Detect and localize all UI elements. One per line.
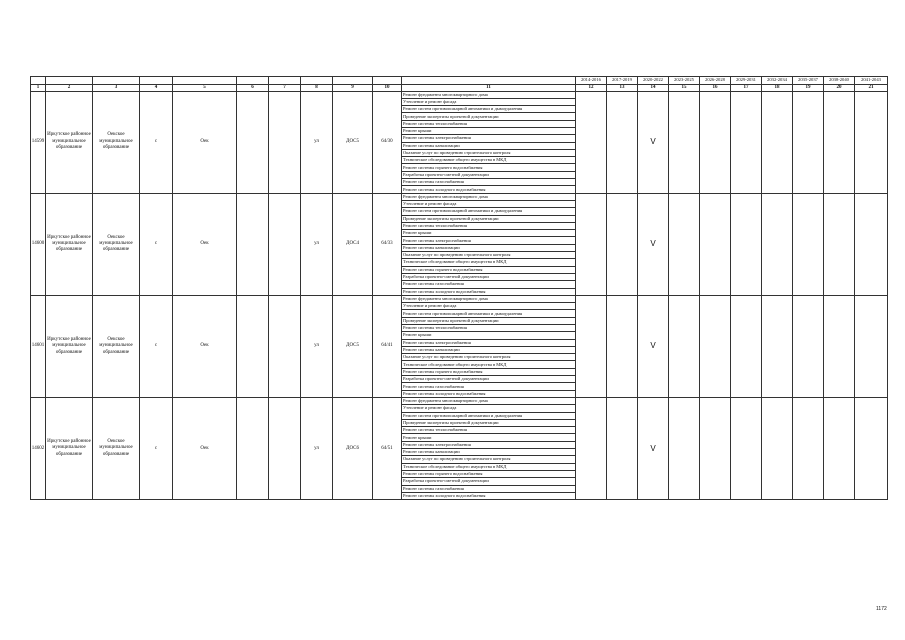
period-cell [607,295,638,397]
work-item: Разработка проектно-сметной документации [402,478,576,485]
house-number: 64/33 [373,193,402,295]
period-cell [576,91,607,193]
work-item: Разработка проектно-сметной документации [402,376,576,383]
period-cell [731,295,762,397]
work-item: Ремонт системы холодного водоснабжения [402,390,576,397]
blank-cell [269,77,301,85]
blank-cell [237,77,269,85]
empty-cell [269,295,301,397]
work-item: Ремонт системы электроснабжения [402,135,576,142]
work-item: Ремонт системы холодного водоснабжения [402,288,576,295]
blank-cell [93,77,140,85]
work-item: Техническое обследование общего имущества в МКД [402,463,576,470]
work-item: Проведение экспертизы проектной документации [402,215,576,222]
period-cell [731,397,762,499]
house-number: 64/41 [373,295,402,397]
record-id: 14601 [31,295,46,397]
settlement-type: с [140,397,173,499]
street-type: ул [301,397,333,499]
period-cell [824,397,855,499]
work-item: Разработка проектно-сметной документации [402,171,576,178]
work-item: Ремонт системы холодного водоснабжения [402,492,576,499]
blank-cell [301,77,333,85]
empty-cell [237,91,269,193]
period-cell [700,91,731,193]
empty-cell [237,295,269,397]
period-cell [762,295,793,397]
period-cell [855,295,888,397]
street-type: ул [301,193,333,295]
settlement-type: с [140,193,173,295]
column-number: 19 [793,84,824,91]
street-name: ДОС5 [333,295,373,397]
column-number: 14 [638,84,669,91]
empty-cell [237,193,269,295]
column-number: 2 [46,84,93,91]
column-number: 20 [824,84,855,91]
column-number-row [31,84,888,91]
period-header: 2023-2025 [669,77,700,85]
street-type: ул [301,295,333,397]
capital-repair-table [30,76,888,500]
period-cell [669,397,700,499]
work-item: Проведение экспертизы проектной документации [402,419,576,426]
work-item: Ремонт фундамента многоквартирного дома [402,91,576,98]
column-number: 15 [669,84,700,91]
table-row [31,91,888,98]
period-cell [731,91,762,193]
period-cell [669,91,700,193]
work-item: Оказание услуг по проведению строительного контроля [402,252,576,259]
empty-cell [237,397,269,499]
work-item: Ремонт системы газоснабжения [402,485,576,492]
work-item: Техническое обследование общего имущества в МКД [402,157,576,164]
table-row [31,295,888,302]
work-item: Ремонт крыши [402,434,576,441]
work-item: Утепление и ремонт фасада [402,200,576,207]
work-item: Ремонт системы канализации [402,244,576,251]
work-item: Ремонт фундамента многоквартирного дома [402,295,576,302]
period-cell [762,91,793,193]
period-cell [607,193,638,295]
record-id: 14602 [31,397,46,499]
column-number: 4 [140,84,173,91]
period-header: 2020-2022 [638,77,669,85]
work-item: Ремонт крыши [402,230,576,237]
period-cell [793,193,824,295]
column-number: 16 [700,84,731,91]
municipality-name: Оекское муниципальное образование [93,397,140,499]
street-type: ул [301,91,333,193]
period-cell [855,193,888,295]
period-header-row [31,77,888,85]
page-number: 1172 [876,606,887,612]
work-item: Ремонт системы электроснабжения [402,441,576,448]
work-item: Ремонт системы канализации [402,142,576,149]
table-row [31,193,888,200]
period-header: 2014-2016 [576,77,607,85]
period-cell [607,397,638,499]
table-row [31,397,888,404]
period-cell [762,397,793,499]
column-number: 7 [269,84,301,91]
work-item: Ремонт системы электроснабжения [402,237,576,244]
period-header: 2026-2028 [700,77,731,85]
empty-cell [269,91,301,193]
work-item: Ремонт крыши [402,332,576,339]
period-cell [607,91,638,193]
record-id: 14600 [31,193,46,295]
period-header: 2032-2034 [762,77,793,85]
period-mark: V [638,295,669,397]
empty-cell [269,397,301,499]
period-header: 2038-2040 [824,77,855,85]
column-number: 18 [762,84,793,91]
column-number: 10 [373,84,402,91]
district-name: Иркутское районное муниципальное образование [46,295,93,397]
work-item: Проведение экспертизы проектной документации [402,113,576,120]
municipality-name: Оекское муниципальное образование [93,193,140,295]
period-header: 2029-2031 [731,77,762,85]
house-number: 64/51 [373,397,402,499]
blank-cell [31,77,46,85]
work-item: Ремонт системы горячего водоснабжения [402,368,576,375]
settlement-name: Оек [173,397,237,499]
period-mark: V [638,91,669,193]
work-item: Ремонт систем противопожарной автоматики и дымоудаления [402,106,576,113]
period-cell [793,91,824,193]
work-item: Ремонт системы теплоснабжения [402,427,576,434]
column-number: 21 [855,84,888,91]
period-cell [700,193,731,295]
work-item: Оказание услуг по проведению строительного контроля [402,149,576,156]
district-name: Иркутское районное муниципальное образование [46,193,93,295]
settlement-name: Оек [173,91,237,193]
table-body [31,77,888,500]
period-cell [855,91,888,193]
work-item: Техническое обследование общего имущества в МКД [402,361,576,368]
period-cell [669,193,700,295]
work-item: Ремонт системы теплоснабжения [402,120,576,127]
work-item: Ремонт системы электроснабжения [402,339,576,346]
work-item: Ремонт системы газоснабжения [402,179,576,186]
work-item: Ремонт систем противопожарной автоматики и дымоудаления [402,412,576,419]
blank-cell [140,77,173,85]
work-item: Ремонт системы горячего водоснабжения [402,266,576,273]
column-number: 12 [576,84,607,91]
settlement-type: с [140,295,173,397]
period-cell [762,193,793,295]
work-item: Проведение экспертизы проектной документации [402,317,576,324]
period-cell [576,193,607,295]
district-name: Иркутское районное муниципальное образование [46,397,93,499]
blank-cell [173,77,237,85]
work-item: Ремонт системы канализации [402,346,576,353]
column-number: 3 [93,84,140,91]
column-number: 6 [237,84,269,91]
blank-cell [333,77,373,85]
column-number: 11 [402,84,576,91]
work-item: Техническое обследование общего имущества в МКД [402,259,576,266]
period-mark: V [638,397,669,499]
period-cell [669,295,700,397]
period-cell [855,397,888,499]
work-item: Ремонт системы газоснабжения [402,383,576,390]
work-item: Ремонт системы теплоснабжения [402,325,576,332]
period-cell [700,397,731,499]
period-header: 2041-2043 [855,77,888,85]
period-cell [700,295,731,397]
work-item: Ремонт фундамента многоквартирного дома [402,397,576,404]
period-cell [731,193,762,295]
period-header: 2035-2037 [793,77,824,85]
column-number: 1 [31,84,46,91]
column-number: 5 [173,84,237,91]
blank-cell [373,77,402,85]
period-cell [576,397,607,499]
work-item: Утепление и ремонт фасада [402,405,576,412]
period-header: 2017-2019 [607,77,638,85]
municipality-name: Оекское муниципальное образование [93,91,140,193]
work-item: Ремонт системы горячего водоснабжения [402,164,576,171]
work-item: Ремонт систем противопожарной автоматики и дымоудаления [402,310,576,317]
period-cell [824,295,855,397]
period-cell [793,295,824,397]
blank-cell [46,77,93,85]
work-item: Ремонт крыши [402,127,576,134]
work-item: Оказание услуг по проведению строительного контроля [402,456,576,463]
settlement-name: Оек [173,193,237,295]
settlement-name: Оек [173,295,237,397]
work-item: Ремонт систем противопожарной автоматики и дымоудаления [402,208,576,215]
period-cell [576,295,607,397]
work-item: Разработка проектно-сметной документации [402,273,576,280]
work-item: Ремонт системы горячего водоснабжения [402,470,576,477]
record-id: 14599 [31,91,46,193]
street-name: ДОС4 [333,193,373,295]
work-item: Утепление и ремонт фасада [402,303,576,310]
period-mark: V [638,193,669,295]
period-cell [824,91,855,193]
blank-cell [402,77,576,85]
work-item: Ремонт системы холодного водоснабжения [402,186,576,193]
work-item: Утепление и ремонт фасада [402,98,576,105]
street-name: ДОС6 [333,397,373,499]
municipality-name: Оекское муниципальное образование [93,295,140,397]
house-number: 64/30 [373,91,402,193]
work-item: Ремонт системы газоснабжения [402,281,576,288]
empty-cell [269,193,301,295]
column-number: 17 [731,84,762,91]
work-item: Оказание услуг по проведению строительного контроля [402,354,576,361]
column-number: 13 [607,84,638,91]
period-cell [824,193,855,295]
column-number: 9 [333,84,373,91]
work-item: Ремонт системы канализации [402,449,576,456]
work-item: Ремонт системы теплоснабжения [402,222,576,229]
street-name: ДОС5 [333,91,373,193]
work-item: Ремонт фундамента многоквартирного дома [402,193,576,200]
settlement-type: с [140,91,173,193]
column-number: 8 [301,84,333,91]
district-name: Иркутское районное муниципальное образование [46,91,93,193]
period-cell [793,397,824,499]
